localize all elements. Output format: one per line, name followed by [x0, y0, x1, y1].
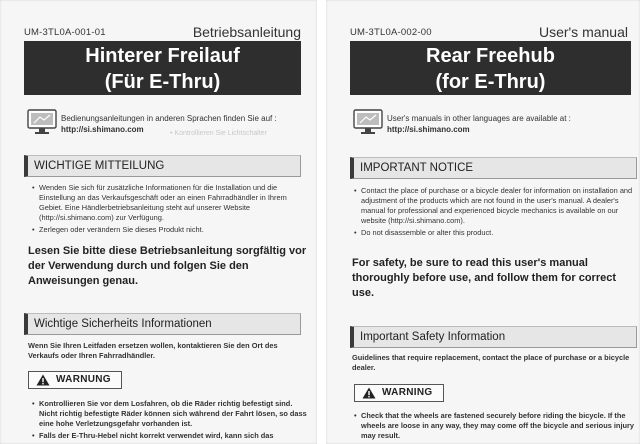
document-type: Betriebsanleitung	[192, 24, 301, 40]
read-manual-instruction: Lesen Sie bitte diese Betriebsanleitung sorgfältig vor der Verwendung durch und folgen Sie den Anweisungen genau.	[28, 245, 307, 287]
manual-languages-label: User's manuals in other languages are available at :	[387, 114, 571, 123]
notice-bullet-item: • Contact the place of purchase or a bicycle dealer for information on installation and adjustment of the products which are not found in the user's manual. A dealer's manual for professional and experienced bicycle mechanics is available on our website (http://si.shimano.com).	[354, 186, 636, 226]
manual-url-link[interactable]: http://si.shimano.com	[61, 125, 144, 134]
safety-information-heading: Important Safety Information	[350, 326, 637, 348]
replacement-guideline-text: Wenn Sie Ihren Leitfaden ersetzen wollen, kontaktieren Sie den Ort des Verkaufs oder Ihren Fahrradhändler.	[28, 341, 278, 360]
notice-bullet-list	[354, 186, 636, 240]
manual-languages-label: Bedienungsanleitungen in anderen Sprachen finden Sie auf :	[61, 114, 277, 123]
warning-bullet-item: • Kontrollieren Sie vor dem Losfahren, ob die Räder richtig befestigt sind. Nicht richtig befestigte Räder können sich während der Fahrt lösen, so dass eine hohe Verletzungsgefahr vorhanden ist.	[32, 399, 308, 429]
product-title-line-2: (Für E-Thru)	[104, 71, 221, 93]
product-title	[350, 41, 631, 95]
warning-label: WARNUNG	[56, 374, 111, 385]
notice-bullet-item: • Wenden Sie sich für zusätzliche Informationen für die Installation und die Einstellung an das Verkaufsgeschäft oder an einen Fahrradhändler in Ihrem Gebiet. Eine Händlerbetriebsanleitung steht auf unserer Website (http://si.shimano.com) zur Verfügung.	[32, 183, 304, 223]
read-manual-instruction: For safety, be sure to read this user's manual thoroughly before use, and follow them for correct use.	[352, 257, 617, 299]
bleed-through-text: • Kontrollieren Sie Lichtschalter	[170, 130, 267, 137]
warning-label: WARNING	[382, 387, 433, 398]
warning-bullet-list	[32, 399, 308, 443]
product-title-line-1: Rear Freehub	[426, 45, 555, 67]
computer-monitor-icon	[352, 108, 386, 136]
important-notice-heading: IMPORTANT NOTICE	[350, 157, 637, 179]
notice-bullet-item: • Do not disassemble or alter this product.	[354, 228, 636, 238]
left-manual-page	[0, 0, 317, 444]
safety-information-heading: Wichtige Sicherheits Informationen	[24, 313, 301, 335]
manual-languages-text	[387, 113, 633, 135]
product-title-line-2: (for E-Thru)	[435, 71, 546, 93]
computer-monitor-icon	[26, 108, 60, 136]
notice-bullet-list	[32, 183, 304, 237]
document-code: UM-3TL0A-001-01	[24, 27, 106, 38]
important-notice-heading: WICHTIGE MITTEILUNG	[24, 155, 301, 177]
warning-bullet-item: • Check that the wheels are fastened securely before riding the bicycle. If the wheels are loose in any way, they may come off the bicycle and serious injury may result.	[354, 411, 636, 441]
page-gap	[317, 0, 326, 444]
document-type: User's manual	[538, 24, 628, 40]
product-title-line-1: Hinterer Freilauf	[85, 45, 240, 67]
right-manual-page	[326, 0, 640, 444]
document-code: UM-3TL0A-002-00	[350, 27, 432, 38]
product-title	[24, 41, 301, 95]
warning-bullet-item: • Falls der E-Thru-Hebel nicht korrekt verwendet wird, kann sich das	[32, 431, 308, 441]
warning-label-box	[28, 371, 122, 389]
notice-bullet-item: • Zerlegen oder verändern Sie dieses Produkt nicht.	[32, 225, 304, 235]
warning-label-box	[354, 384, 444, 402]
warning-bullet-list	[354, 411, 636, 443]
warning-triangle-icon	[36, 374, 50, 386]
replacement-guideline-text: Guidelines that require replacement, contact the place of purchase or a bicycle dealer.	[352, 353, 630, 372]
warning-triangle-icon	[362, 387, 376, 399]
manual-url-link[interactable]: http://si.shimano.com	[387, 125, 470, 134]
